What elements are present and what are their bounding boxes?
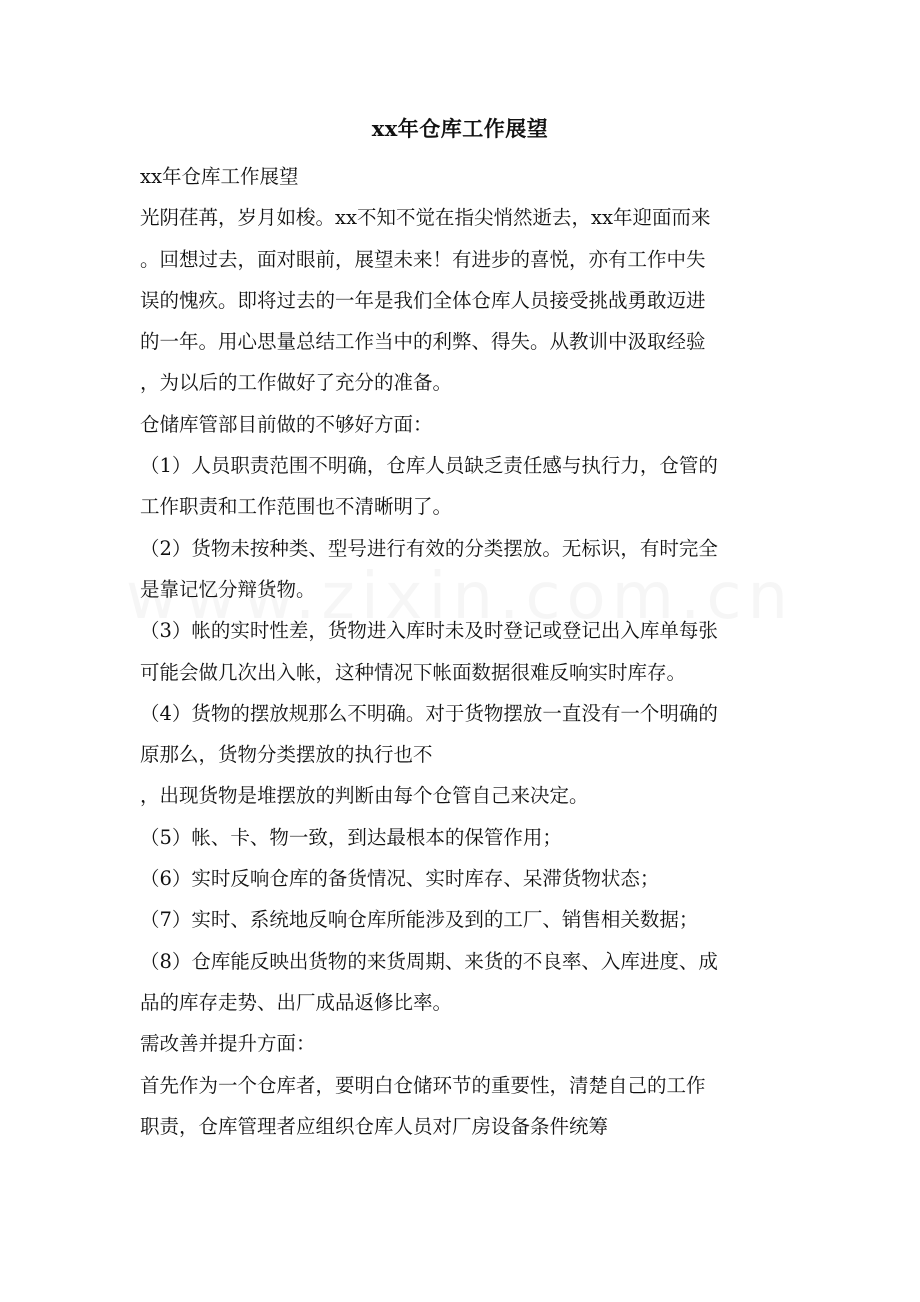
paragraph-line: 的一年。用心思量总结工作当中的利弊、得失。从教训中汲取经验 xyxy=(140,330,706,354)
paragraph-line: 误的愧疚。即将过去的一年是我们全体仓库人员接受挑战勇敢迈进 xyxy=(140,288,706,312)
paragraph-line: （5）帐、卡、物一致，到达最根本的保管作用； xyxy=(140,825,562,849)
paragraph-line: 。回想过去，面对眼前，展望未来！有进步的喜悦，亦有工作中失 xyxy=(140,247,706,271)
paragraph-line: 工作职责和工作范围也不清晰明了。 xyxy=(140,495,453,519)
paragraph-line: 是靠记忆分辩货物。 xyxy=(140,577,316,601)
paragraph-line: ，出现货物是堆摆放的判断由每个仓管自己来决定。 xyxy=(140,784,589,808)
paragraph-line: 品的库存走势、出厂成品返修比率。 xyxy=(140,990,453,1014)
section-heading: 仓储库管部目前做的不够好方面： xyxy=(140,412,433,436)
paragraph-line: （8）仓库能反映出货物的来货周期、来货的不良率、入库进度、成 xyxy=(140,949,718,973)
paragraph-line: （6）实时反响仓库的备货情况、实时库存、呆滞货物状态； xyxy=(140,867,660,891)
section-heading: 需改善并提升方面： xyxy=(140,1032,316,1056)
document-body xyxy=(140,156,780,1147)
paragraph-line: （1）人员职责范围不明确，仓库人员缺乏责任感与执行力，仓管的 xyxy=(140,454,718,478)
paragraph-line: 职责，仓库管理者应组织仓库人员对厂房设备条件统筹 xyxy=(140,1114,609,1138)
paragraph-line: （2）货物未按种类、型号进行有效的分类摆放。无标识，有时完全 xyxy=(140,536,718,560)
paragraph-line: ，为以后的工作做好了充分的准备。 xyxy=(140,371,453,395)
paragraph-line: （4）货物的摆放规那么不明确。对于货物摆放一直没有一个明确的 xyxy=(140,701,718,725)
paragraph-line: xx年仓库工作展望 xyxy=(140,165,299,188)
paragraph-line: 首先作为一个仓库者，要明白仓储环节的重要性，清楚自己的工作 xyxy=(140,1073,706,1097)
paragraph-line: 可能会做几次出入帐，这种情况下帐面数据很难反响实时库存。 xyxy=(140,660,687,684)
paragraph-line: 光阴荏苒，岁月如梭。xx不知不觉在指尖悄然逝去，xx年迎面而来 xyxy=(140,206,711,230)
paragraph-line: （7）实时、系统地反响仓库所能涉及到的工厂、销售相关数据； xyxy=(140,908,699,932)
document-title: xx年仓库工作展望 xyxy=(371,116,549,141)
paragraph-line: （3）帐的实时性差，货物进入库时未及时登记或登记出入库单每张 xyxy=(140,619,718,643)
paragraph-line: 原那么，货物分类摆放的执行也不 xyxy=(140,743,433,767)
